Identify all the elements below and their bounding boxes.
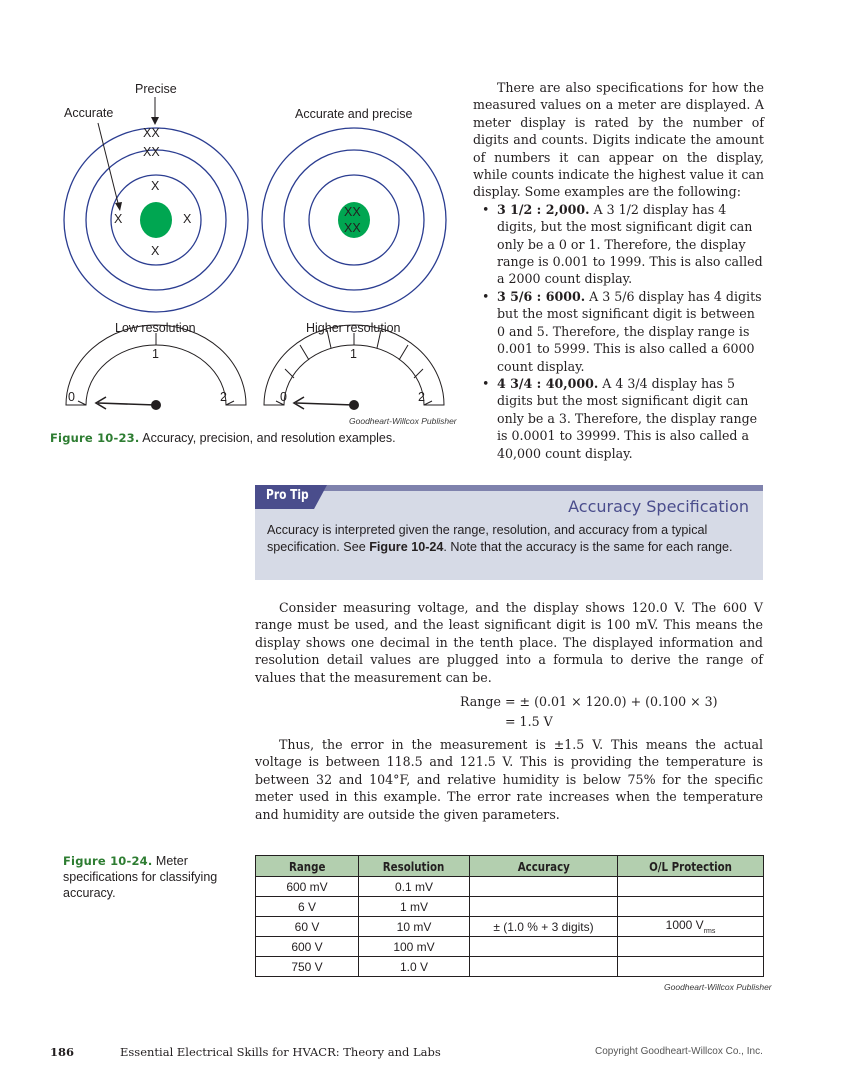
list-item: • 3 5/6 : 6000. A 3 5/6 display has 4 digits but the most significant digit is between 0 and 5. Therefore, the display range is 0.001 to 5999. This is also called a 6000 count display. — [482, 288, 762, 374]
col-ol-protection: O/L Protection — [618, 856, 764, 877]
gauge-tick-0: 0 — [280, 390, 287, 404]
figure-caption — [50, 430, 396, 446]
mark-x: X — [114, 212, 123, 226]
table-header-row — [256, 856, 764, 877]
gauge-tick-2: 2 — [418, 390, 425, 404]
figure-reference: Figure 10-24 — [369, 539, 444, 554]
tip-text: . Note that the accuracy is the same for each range. — [443, 539, 733, 554]
gauge-tick-2: 2 — [220, 390, 227, 404]
cell-accuracy — [470, 897, 618, 917]
col-accuracy: Accuracy — [470, 856, 618, 877]
gauge-tick-1: 1 — [152, 347, 159, 361]
caption-text: Accuracy, precision, and resolution examples. — [139, 431, 396, 445]
range-equation — [255, 692, 763, 736]
mark-xx: XX — [344, 221, 361, 235]
paragraph: Consider measuring voltage, and the display shows 120.0 V. The 600 V range must be used, and the least significant digit is 100 mV. This means the display shows one decimal in the tenth place. The displayed information and resolution detail values are plugged into a formula to derive the range of values that the measurement can be. — [255, 600, 763, 685]
bullet-heading: 3 1/2 : 2,000. — [497, 201, 590, 217]
right-column — [473, 79, 764, 462]
cell-accuracy — [470, 937, 618, 957]
bullet-heading: 3 5/6 : 6000. — [497, 288, 586, 304]
figure-credit: Goodheart-Willcox Publisher — [349, 416, 457, 426]
mark-xx: XX — [143, 126, 160, 140]
gauge-tick-1: 1 — [350, 347, 357, 361]
pro-tip-body — [267, 522, 751, 555]
tip-text: Accuracy is interpreted given the range, resolution, and accuracy from a typical specification. See — [267, 523, 708, 554]
pro-tip-band — [255, 485, 763, 491]
cell-range: 600 mV — [256, 877, 359, 897]
cell-accuracy: ± (1.0 % + 3 digits) — [470, 917, 618, 937]
label-accurate-and-precise: Accurate and precise — [295, 107, 413, 121]
bullet-heading: 4 3/4 : 40,000. — [497, 375, 599, 391]
cell-ol-protection — [618, 957, 764, 977]
cell-resolution: 10 mV — [359, 917, 470, 937]
mark-xx: XX — [143, 145, 160, 159]
cell-resolution: 100 mV — [359, 937, 470, 957]
label-precise: Precise — [135, 82, 177, 96]
pro-tip-box — [255, 485, 763, 580]
bullseye-left — [140, 202, 172, 238]
cell-range: 6 V — [256, 897, 359, 917]
paragraph: Thus, the error in the measurement is ±1.5 V. This means the actual voltage is between 118.5 and 121.5 V. This is providing the temperature is between 32 and 104°F, and relative humidity is below 75% for the specific meter used in this example. The error rate increases when the temperature and humidity are outside the given parameters. — [255, 737, 763, 822]
table-row — [256, 917, 764, 937]
cell-accuracy — [470, 957, 618, 977]
display-rating-list — [473, 201, 764, 462]
cell-accuracy — [470, 877, 618, 897]
mark-x: X — [151, 179, 160, 193]
cell-ol-protection — [618, 917, 764, 937]
cell-resolution: 0.1 mV — [359, 877, 470, 897]
low-resolution-gauge — [66, 325, 246, 409]
ol-subscript: rms — [703, 928, 716, 935]
list-item: • 3 1/2 : 2,000. A 3 1/2 display has 4 digits, but the most significant digit can only be a 0 or 1. Therefore, the display range is 0.001 to 1999. This is also called a 2000 count display. — [482, 201, 763, 287]
pro-tip-title: Accuracy Specification — [568, 497, 749, 516]
cell-ol-protection — [618, 937, 764, 957]
table-row — [256, 877, 764, 897]
cell-range: 60 V — [256, 917, 359, 937]
equation-lhs: Range — [460, 694, 501, 710]
mark-xx: XX — [344, 205, 361, 219]
col-resolution: Resolution — [359, 856, 470, 877]
figure-number: Figure 10-23. — [50, 431, 140, 445]
figure-10-24-caption — [63, 853, 233, 901]
table-row — [256, 937, 764, 957]
bullet-text: A 4 3/4 display has 5 digits but the most significant digit can only be a 3. Therefore, the display range is 0.0001 to 39999. This is also called a 40,000 count display. — [497, 375, 758, 461]
equation-line-2: = 1.5 V — [505, 714, 553, 730]
higher-resolution-gauge — [264, 325, 444, 409]
equation-line-1: = ± (0.01 × 120.0) + (0.100 × 3) — [505, 694, 718, 710]
copyright: Copyright Goodheart-Willcox Co., Inc. — [595, 1046, 763, 1057]
mark-x: X — [183, 212, 192, 226]
table-credit: Goodheart-Willcox Publisher — [664, 982, 772, 992]
label-low-resolution: Low resolution — [115, 321, 196, 335]
accuracy-precision-diagram — [50, 75, 460, 420]
label-higher-resolution: Higher resolution — [306, 321, 401, 335]
label-accurate: Accurate — [64, 106, 114, 120]
cell-range: 750 V — [256, 957, 359, 977]
figure-number: Figure 10-24. — [63, 854, 153, 868]
cell-resolution: 1.0 V — [359, 957, 470, 977]
cell-ol-protection — [618, 897, 764, 917]
gauge-tick-0: 0 — [68, 390, 75, 404]
main-text — [255, 599, 763, 823]
mark-x: X — [151, 244, 160, 258]
cell-range: 600 V — [256, 937, 359, 957]
page-number: 186 — [50, 1045, 75, 1059]
book-title: Essential Electrical Skills for HVACR: Theory and Labs — [120, 1045, 441, 1059]
table-row — [256, 897, 764, 917]
meter-spec-table — [255, 855, 764, 977]
bullet-text: A 3 5/6 display has 4 digits but the most significant digit is between 0 and 5. Therefore, the display range is 0.001 to 5999. This is also called a 6000 count display. — [497, 288, 762, 374]
bullet-text: A 3 1/2 display has 4 digits, but the most significant digit can only be a 0 or 1. Therefore, the display range is 0.001 to 1999. This is also called a 2000 count display. — [497, 201, 763, 287]
caption-text: Meter specifications for classifying accuracy. — [63, 854, 218, 900]
ol-value: 1000 V — [665, 918, 704, 932]
figure-10-23 — [50, 75, 460, 445]
intro-paragraph: There are also specifications for how the measured values on a meter are displayed. A meter display is rated by the number of digits and counts. Digits indicate the amount of numbers it can appear on the display, while counts indicate the highest value it can display. Some examples are the following: — [473, 80, 764, 200]
pro-tip-label: Pro Tip — [266, 488, 309, 503]
cell-resolution: 1 mV — [359, 897, 470, 917]
table-row — [256, 957, 764, 977]
col-range: Range — [256, 856, 359, 877]
list-item: • 4 3/4 : 40,000. A 4 3/4 display has 5 digits but the most significant digit can only be a 3. Therefore, the display range is 0.0001 to 39999. This is also called a 40,000 count display. — [482, 375, 758, 461]
cell-ol-protection — [618, 877, 764, 897]
